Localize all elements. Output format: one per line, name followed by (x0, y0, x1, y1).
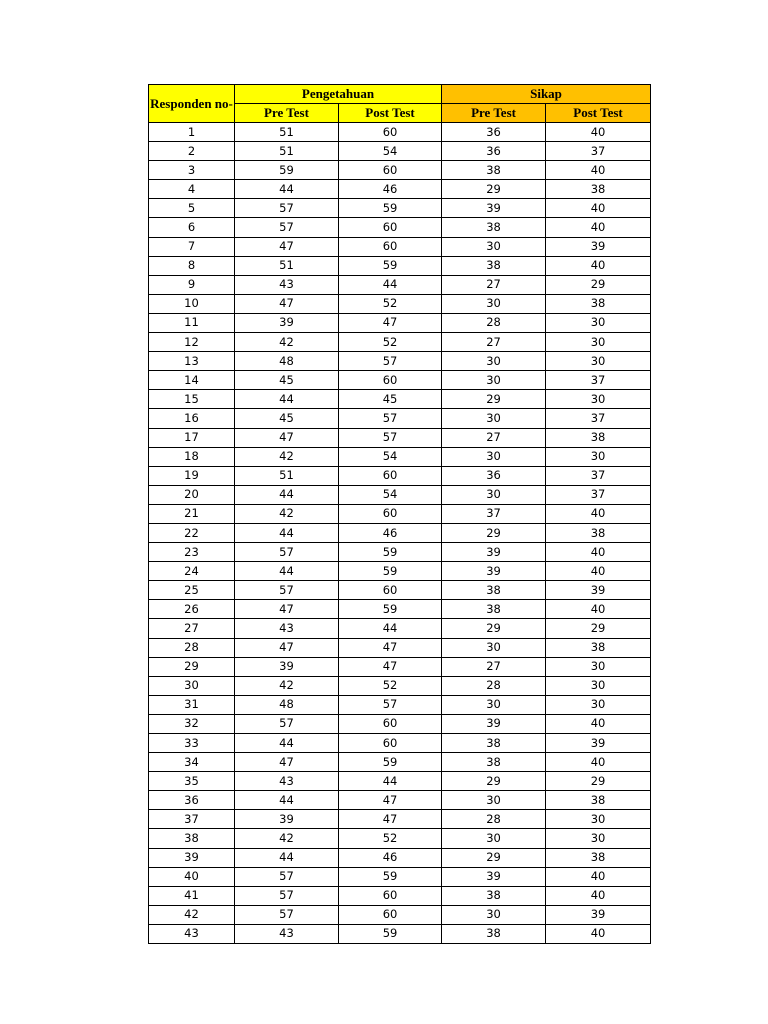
cell-pengetahuan-post-test: 59 (339, 256, 442, 275)
cell-pengetahuan-post-test: 44 (339, 772, 442, 791)
cell-responden-no: 39 (149, 848, 235, 867)
cell-responden-no: 36 (149, 791, 235, 810)
cell-sikap-pre-test: 30 (442, 447, 546, 466)
cell-pengetahuan-post-test: 57 (339, 409, 442, 428)
cell-pengetahuan-pre-test: 57 (235, 714, 339, 733)
cell-pengetahuan-post-test: 60 (339, 161, 442, 180)
cell-sikap-post-test: 40 (546, 543, 651, 562)
cell-pengetahuan-post-test: 59 (339, 543, 442, 562)
cell-pengetahuan-post-test: 52 (339, 333, 442, 352)
cell-pengetahuan-pre-test: 51 (235, 142, 339, 161)
cell-sikap-post-test: 29 (546, 619, 651, 638)
cell-sikap-post-test: 38 (546, 180, 651, 199)
cell-pengetahuan-pre-test: 48 (235, 352, 339, 371)
cell-sikap-pre-test: 38 (442, 924, 546, 943)
table-row (149, 428, 651, 447)
table-row (149, 886, 651, 905)
cell-pengetahuan-post-test: 45 (339, 390, 442, 409)
cell-responden-no: 38 (149, 829, 235, 848)
cell-responden-no: 19 (149, 466, 235, 485)
cell-responden-no: 43 (149, 924, 235, 943)
cell-responden-no: 32 (149, 714, 235, 733)
cell-pengetahuan-pre-test: 51 (235, 123, 339, 142)
cell-responden-no: 16 (149, 409, 235, 428)
cell-sikap-post-test: 40 (546, 714, 651, 733)
cell-pengetahuan-post-test: 54 (339, 485, 442, 504)
cell-pengetahuan-post-test: 57 (339, 428, 442, 447)
cell-sikap-post-test: 37 (546, 142, 651, 161)
table-row (149, 619, 651, 638)
cell-sikap-pre-test: 38 (442, 753, 546, 772)
table-row (149, 523, 651, 542)
cell-pengetahuan-post-test: 60 (339, 581, 442, 600)
cell-responden-no: 28 (149, 638, 235, 657)
cell-sikap-pre-test: 36 (442, 142, 546, 161)
cell-responden-no: 5 (149, 199, 235, 218)
cell-pengetahuan-pre-test: 57 (235, 218, 339, 237)
cell-responden-no: 11 (149, 313, 235, 332)
cell-sikap-post-test: 40 (546, 218, 651, 237)
table-row (149, 676, 651, 695)
table-row (149, 466, 651, 485)
cell-sikap-pre-test: 30 (442, 695, 546, 714)
cell-sikap-post-test: 39 (546, 734, 651, 753)
cell-sikap-post-test: 38 (546, 294, 651, 313)
cell-sikap-pre-test: 30 (442, 352, 546, 371)
table-row (149, 543, 651, 562)
cell-sikap-pre-test: 38 (442, 581, 546, 600)
cell-pengetahuan-pre-test: 43 (235, 275, 339, 294)
cell-pengetahuan-post-test: 47 (339, 791, 442, 810)
cell-pengetahuan-pre-test: 44 (235, 562, 339, 581)
cell-responden-no: 24 (149, 562, 235, 581)
table-row (149, 905, 651, 924)
cell-pengetahuan-post-test: 59 (339, 924, 442, 943)
cell-sikap-post-test: 30 (546, 810, 651, 829)
table-row (149, 581, 651, 600)
cell-sikap-pre-test: 30 (442, 638, 546, 657)
cell-sikap-pre-test: 30 (442, 294, 546, 313)
table-row (149, 352, 651, 371)
cell-pengetahuan-post-test: 47 (339, 810, 442, 829)
cell-responden-no: 40 (149, 867, 235, 886)
cell-sikap-pre-test: 38 (442, 886, 546, 905)
cell-pengetahuan-pre-test: 44 (235, 734, 339, 753)
cell-sikap-post-test: 30 (546, 390, 651, 409)
cell-sikap-pre-test: 29 (442, 390, 546, 409)
cell-pengetahuan-pre-test: 57 (235, 905, 339, 924)
cell-pengetahuan-post-test: 59 (339, 753, 442, 772)
cell-responden-no: 41 (149, 886, 235, 905)
table-row (149, 256, 651, 275)
cell-pengetahuan-post-test: 44 (339, 275, 442, 294)
cell-sikap-pre-test: 38 (442, 218, 546, 237)
table-row (149, 294, 651, 313)
cell-pengetahuan-post-test: 59 (339, 199, 442, 218)
cell-pengetahuan-post-test: 60 (339, 905, 442, 924)
table-row (149, 275, 651, 294)
cell-responden-no: 17 (149, 428, 235, 447)
table-row (149, 600, 651, 619)
cell-sikap-post-test: 40 (546, 504, 651, 523)
cell-responden-no: 27 (149, 619, 235, 638)
cell-pengetahuan-pre-test: 42 (235, 676, 339, 695)
cell-responden-no: 30 (149, 676, 235, 695)
cell-responden-no: 25 (149, 581, 235, 600)
cell-responden-no: 21 (149, 504, 235, 523)
cell-sikap-pre-test: 38 (442, 256, 546, 275)
cell-responden-no: 8 (149, 256, 235, 275)
cell-pengetahuan-post-test: 60 (339, 714, 442, 733)
cell-pengetahuan-pre-test: 57 (235, 199, 339, 218)
table-row (149, 371, 651, 390)
cell-sikap-post-test: 40 (546, 924, 651, 943)
header-sikap-pre-test: Pre Test (442, 104, 546, 123)
cell-sikap-post-test: 39 (546, 237, 651, 256)
cell-pengetahuan-post-test: 47 (339, 638, 442, 657)
table-row (149, 199, 651, 218)
cell-pengetahuan-pre-test: 44 (235, 791, 339, 810)
table-row (149, 772, 651, 791)
cell-sikap-pre-test: 30 (442, 237, 546, 256)
cell-sikap-pre-test: 39 (442, 199, 546, 218)
table-row (149, 409, 651, 428)
cell-pengetahuan-post-test: 60 (339, 237, 442, 256)
cell-pengetahuan-post-test: 44 (339, 619, 442, 638)
cell-sikap-pre-test: 29 (442, 772, 546, 791)
table-row (149, 485, 651, 504)
cell-pengetahuan-pre-test: 44 (235, 848, 339, 867)
cell-sikap-post-test: 39 (546, 581, 651, 600)
header-sikap: Sikap (442, 85, 651, 104)
cell-sikap-pre-test: 38 (442, 600, 546, 619)
cell-sikap-post-test: 37 (546, 485, 651, 504)
cell-responden-no: 2 (149, 142, 235, 161)
cell-responden-no: 20 (149, 485, 235, 504)
table-row (149, 714, 651, 733)
cell-pengetahuan-pre-test: 44 (235, 485, 339, 504)
table-row (149, 218, 651, 237)
cell-pengetahuan-post-test: 52 (339, 829, 442, 848)
cell-pengetahuan-pre-test: 44 (235, 523, 339, 542)
cell-sikap-post-test: 37 (546, 466, 651, 485)
cell-pengetahuan-pre-test: 57 (235, 581, 339, 600)
cell-sikap-pre-test: 38 (442, 161, 546, 180)
cell-pengetahuan-post-test: 46 (339, 848, 442, 867)
cell-sikap-post-test: 39 (546, 905, 651, 924)
cell-pengetahuan-pre-test: 42 (235, 504, 339, 523)
cell-responden-no: 10 (149, 294, 235, 313)
cell-pengetahuan-post-test: 60 (339, 218, 442, 237)
cell-pengetahuan-post-test: 59 (339, 600, 442, 619)
table-row (149, 504, 651, 523)
cell-sikap-post-test: 40 (546, 886, 651, 905)
table-row (149, 142, 651, 161)
cell-sikap-pre-test: 29 (442, 523, 546, 542)
cell-pengetahuan-post-test: 47 (339, 313, 442, 332)
cell-responden-no: 3 (149, 161, 235, 180)
table-row (149, 810, 651, 829)
table-row (149, 753, 651, 772)
cell-responden-no: 23 (149, 543, 235, 562)
cell-sikap-pre-test: 30 (442, 905, 546, 924)
cell-pengetahuan-post-test: 54 (339, 447, 442, 466)
cell-pengetahuan-post-test: 46 (339, 523, 442, 542)
table-row (149, 848, 651, 867)
cell-sikap-pre-test: 27 (442, 333, 546, 352)
cell-pengetahuan-post-test: 60 (339, 466, 442, 485)
cell-responden-no: 18 (149, 447, 235, 466)
cell-pengetahuan-pre-test: 42 (235, 333, 339, 352)
cell-pengetahuan-post-test: 47 (339, 657, 442, 676)
cell-sikap-post-test: 29 (546, 772, 651, 791)
cell-sikap-post-test: 30 (546, 333, 651, 352)
cell-sikap-post-test: 29 (546, 275, 651, 294)
header-pengetahuan-post-test: Post Test (339, 104, 442, 123)
header-responden: Responden no- (149, 85, 235, 123)
cell-pengetahuan-post-test: 59 (339, 562, 442, 581)
cell-sikap-post-test: 40 (546, 753, 651, 772)
cell-pengetahuan-post-test: 59 (339, 867, 442, 886)
cell-sikap-pre-test: 30 (442, 409, 546, 428)
cell-pengetahuan-post-test: 60 (339, 886, 442, 905)
cell-pengetahuan-pre-test: 44 (235, 390, 339, 409)
table-body (149, 123, 651, 944)
cell-responden-no: 7 (149, 237, 235, 256)
cell-pengetahuan-pre-test: 47 (235, 428, 339, 447)
table-row (149, 829, 651, 848)
cell-responden-no: 26 (149, 600, 235, 619)
cell-sikap-pre-test: 27 (442, 428, 546, 447)
cell-sikap-post-test: 30 (546, 676, 651, 695)
cell-sikap-pre-test: 30 (442, 791, 546, 810)
cell-pengetahuan-pre-test: 39 (235, 313, 339, 332)
cell-sikap-pre-test: 36 (442, 466, 546, 485)
cell-pengetahuan-pre-test: 43 (235, 619, 339, 638)
table-row (149, 695, 651, 714)
cell-responden-no: 13 (149, 352, 235, 371)
cell-sikap-post-test: 38 (546, 638, 651, 657)
cell-pengetahuan-pre-test: 47 (235, 638, 339, 657)
cell-pengetahuan-post-test: 60 (339, 371, 442, 390)
cell-pengetahuan-pre-test: 42 (235, 447, 339, 466)
cell-pengetahuan-pre-test: 42 (235, 829, 339, 848)
cell-pengetahuan-pre-test: 47 (235, 600, 339, 619)
cell-responden-no: 31 (149, 695, 235, 714)
table-row (149, 180, 651, 199)
table-row (149, 313, 651, 332)
cell-responden-no: 35 (149, 772, 235, 791)
cell-pengetahuan-pre-test: 44 (235, 180, 339, 199)
cell-responden-no: 1 (149, 123, 235, 142)
cell-pengetahuan-pre-test: 43 (235, 772, 339, 791)
cell-sikap-post-test: 40 (546, 123, 651, 142)
cell-pengetahuan-post-test: 60 (339, 504, 442, 523)
cell-responden-no: 4 (149, 180, 235, 199)
cell-sikap-pre-test: 29 (442, 180, 546, 199)
cell-sikap-pre-test: 27 (442, 275, 546, 294)
table-row (149, 562, 651, 581)
cell-responden-no: 34 (149, 753, 235, 772)
cell-sikap-post-test: 30 (546, 657, 651, 676)
cell-sikap-post-test: 30 (546, 829, 651, 848)
table-row (149, 161, 651, 180)
cell-responden-no: 29 (149, 657, 235, 676)
table-row (149, 791, 651, 810)
cell-sikap-pre-test: 28 (442, 676, 546, 695)
cell-pengetahuan-pre-test: 45 (235, 371, 339, 390)
cell-pengetahuan-pre-test: 39 (235, 810, 339, 829)
cell-pengetahuan-post-test: 60 (339, 123, 442, 142)
cell-sikap-post-test: 37 (546, 371, 651, 390)
cell-sikap-post-test: 38 (546, 428, 651, 447)
cell-sikap-pre-test: 37 (442, 504, 546, 523)
table-row (149, 734, 651, 753)
cell-pengetahuan-post-test: 52 (339, 676, 442, 695)
cell-sikap-pre-test: 29 (442, 848, 546, 867)
cell-pengetahuan-pre-test: 48 (235, 695, 339, 714)
cell-pengetahuan-post-test: 57 (339, 352, 442, 371)
table-row (149, 390, 651, 409)
table-row (149, 657, 651, 676)
cell-sikap-post-test: 38 (546, 791, 651, 810)
header-pengetahuan: Pengetahuan (235, 85, 442, 104)
table-row (149, 123, 651, 142)
cell-sikap-pre-test: 30 (442, 485, 546, 504)
header-sikap-post-test: Post Test (546, 104, 651, 123)
cell-sikap-post-test: 40 (546, 199, 651, 218)
cell-responden-no: 33 (149, 734, 235, 753)
table-header (149, 85, 651, 123)
cell-responden-no: 22 (149, 523, 235, 542)
cell-pengetahuan-pre-test: 47 (235, 237, 339, 256)
cell-sikap-post-test: 40 (546, 562, 651, 581)
cell-pengetahuan-post-test: 57 (339, 695, 442, 714)
table-row (149, 447, 651, 466)
cell-pengetahuan-pre-test: 51 (235, 466, 339, 485)
cell-sikap-pre-test: 39 (442, 562, 546, 581)
cell-sikap-post-test: 40 (546, 256, 651, 275)
cell-pengetahuan-pre-test: 57 (235, 867, 339, 886)
cell-sikap-post-test: 30 (546, 695, 651, 714)
cell-pengetahuan-pre-test: 57 (235, 886, 339, 905)
cell-pengetahuan-post-test: 52 (339, 294, 442, 313)
cell-sikap-post-test: 40 (546, 161, 651, 180)
cell-sikap-post-test: 37 (546, 409, 651, 428)
cell-responden-no: 15 (149, 390, 235, 409)
table-row (149, 867, 651, 886)
cell-sikap-pre-test: 39 (442, 543, 546, 562)
cell-sikap-pre-test: 39 (442, 867, 546, 886)
cell-sikap-pre-test: 39 (442, 714, 546, 733)
cell-sikap-pre-test: 36 (442, 123, 546, 142)
cell-responden-no: 14 (149, 371, 235, 390)
cell-pengetahuan-post-test: 46 (339, 180, 442, 199)
cell-pengetahuan-pre-test: 57 (235, 543, 339, 562)
score-table (148, 84, 651, 944)
header-pengetahuan-pre-test: Pre Test (235, 104, 339, 123)
cell-responden-no: 6 (149, 218, 235, 237)
cell-sikap-post-test: 30 (546, 313, 651, 332)
header-row-groups (149, 85, 651, 104)
cell-pengetahuan-pre-test: 47 (235, 294, 339, 313)
cell-pengetahuan-pre-test: 43 (235, 924, 339, 943)
table-row (149, 924, 651, 943)
table-row (149, 333, 651, 352)
cell-sikap-post-test: 38 (546, 523, 651, 542)
cell-sikap-pre-test: 30 (442, 829, 546, 848)
cell-sikap-post-test: 30 (546, 352, 651, 371)
cell-pengetahuan-pre-test: 51 (235, 256, 339, 275)
cell-pengetahuan-post-test: 60 (339, 734, 442, 753)
cell-pengetahuan-pre-test: 45 (235, 409, 339, 428)
cell-sikap-pre-test: 30 (442, 371, 546, 390)
cell-sikap-pre-test: 29 (442, 619, 546, 638)
cell-responden-no: 37 (149, 810, 235, 829)
cell-sikap-pre-test: 38 (442, 734, 546, 753)
cell-pengetahuan-pre-test: 59 (235, 161, 339, 180)
cell-sikap-pre-test: 27 (442, 657, 546, 676)
cell-pengetahuan-pre-test: 47 (235, 753, 339, 772)
cell-sikap-post-test: 30 (546, 447, 651, 466)
table-row (149, 638, 651, 657)
cell-sikap-post-test: 40 (546, 600, 651, 619)
cell-responden-no: 12 (149, 333, 235, 352)
cell-sikap-post-test: 38 (546, 848, 651, 867)
cell-responden-no: 9 (149, 275, 235, 294)
cell-sikap-post-test: 40 (546, 867, 651, 886)
cell-pengetahuan-post-test: 54 (339, 142, 442, 161)
cell-pengetahuan-pre-test: 39 (235, 657, 339, 676)
cell-sikap-pre-test: 28 (442, 313, 546, 332)
cell-sikap-pre-test: 28 (442, 810, 546, 829)
table-row (149, 237, 651, 256)
cell-responden-no: 42 (149, 905, 235, 924)
